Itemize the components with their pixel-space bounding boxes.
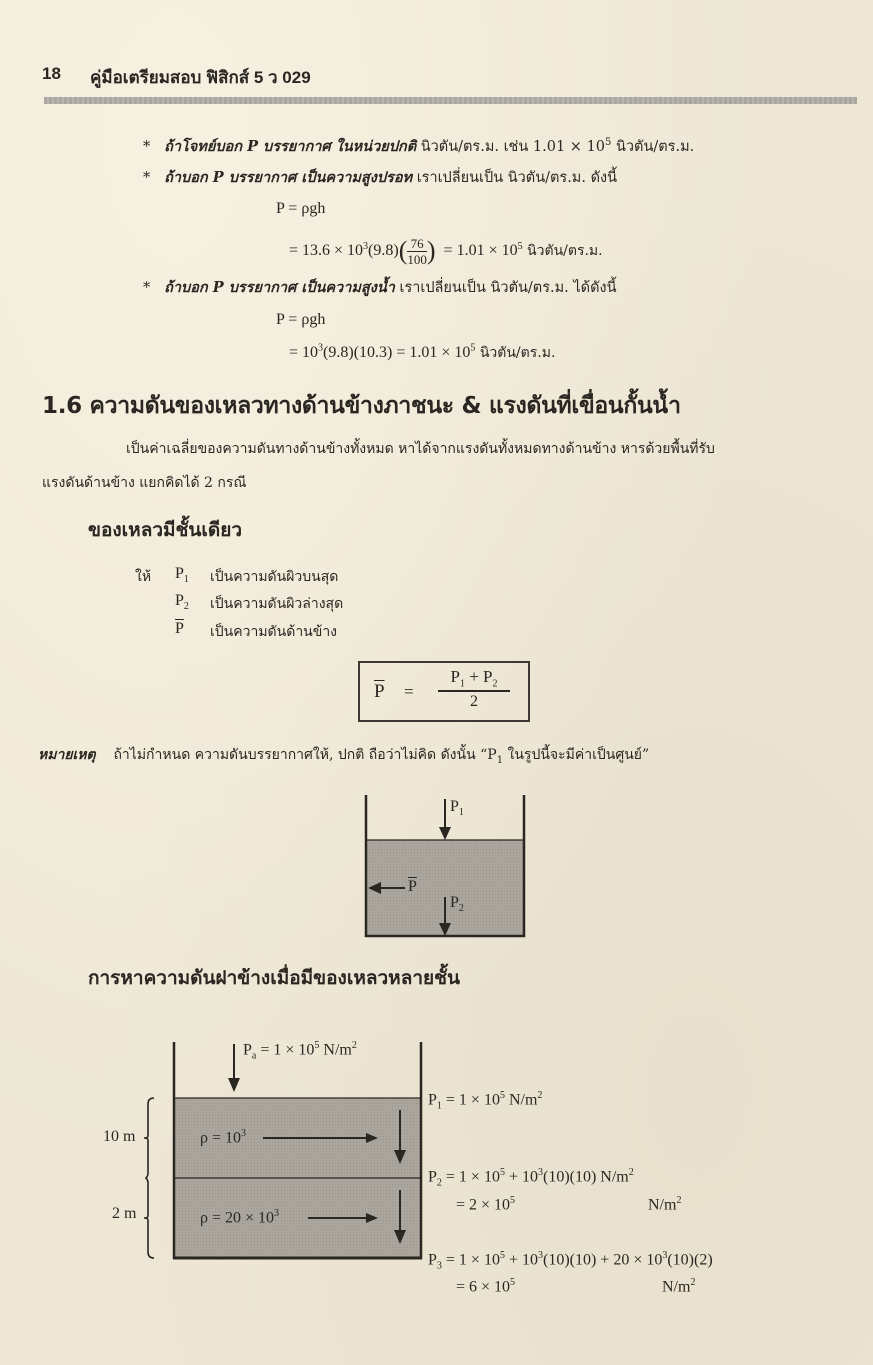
exponent: 2 — [676, 1195, 682, 1206]
exponent: 3 — [662, 1250, 668, 1261]
equation-water-calc — [289, 342, 555, 364]
result-p3-line2 — [456, 1277, 515, 1296]
symbol: P — [175, 592, 184, 609]
subscript: a — [251, 1050, 257, 1062]
symbol: P — [175, 565, 184, 582]
equation-pgh: P = ρgh — [276, 200, 326, 217]
layer2-density — [200, 1208, 279, 1227]
value: = 1 × 10 — [441, 1251, 500, 1269]
result-p2-line2 — [456, 1195, 515, 1214]
formula-denominator: 2 — [470, 692, 478, 710]
note-text: เราเปลี่ยนเป็น นิวตัน/ตร.ม. ได้ดังนี้ — [394, 280, 617, 296]
exponent: 3 — [318, 342, 324, 354]
note-atm-normal-units — [143, 135, 694, 158]
fraction-bar — [438, 690, 510, 692]
subscript: 2 — [458, 903, 464, 915]
value: (10)(10) N/m — [542, 1168, 629, 1186]
symbol: P — [428, 1091, 437, 1109]
def-meaning-pbar: เป็นความดันด้านข้าง — [210, 624, 338, 640]
value: = 1 × 10 — [441, 1168, 500, 1186]
note-text: ในรูปนี้จะมีค่าเป็นศูนย์” — [503, 747, 650, 763]
subscript: 1 — [458, 807, 464, 819]
exponent: 3 — [363, 240, 369, 252]
note-text: เราเปลี่ยนเป็น นิวตัน/ตร.ม. ดังนี้ — [412, 170, 617, 186]
layer1-density — [200, 1128, 246, 1147]
header-rule — [44, 97, 857, 104]
exponent: 2 — [351, 1040, 357, 1051]
note-emphasis: ถ้าบอก P บรรยากาศ เป็นความสูงปรอท — [164, 169, 413, 186]
value: = 1 × 10 — [441, 1091, 500, 1109]
eq-result: = 1.01 × 10 — [443, 242, 518, 260]
diagram-label-pbar: $\overline{P}$ — [408, 878, 417, 895]
diagram-label-p1 — [450, 798, 464, 818]
let-word: ให้ — [135, 569, 152, 585]
result-p3-line1 — [428, 1250, 713, 1272]
subheading-single-layer: ของเหลวมีชั้นเดียว — [88, 519, 243, 541]
symbol: P — [450, 667, 460, 686]
note-line — [38, 744, 649, 766]
note-unit: นิวตัน/ตร.ม. — [611, 139, 695, 155]
note-text: ถ้าไม่กำหนด ความดันบรรยากาศให้, ปกติ ถือว่าไม่คิด ดังนั้น “P — [113, 747, 497, 763]
formula-numerator — [438, 667, 510, 689]
result-p1 — [428, 1090, 542, 1112]
intro-paragraph-line2: แรงดันด้านข้าง แยกคิดได้ 2 กรณี — [42, 475, 247, 491]
eq-unit: นิวตัน/ตร.ม. — [475, 345, 556, 361]
symbol: P — [243, 1041, 252, 1059]
fraction-denominator: 100 — [407, 252, 427, 267]
result-p3-unit — [662, 1277, 695, 1296]
note-label: หมายเหตุ — [38, 747, 96, 763]
exponent: 5 — [499, 1250, 505, 1261]
symbol: P — [483, 667, 493, 686]
intro-paragraph-line1: เป็นค่าเฉลี่ยของความดันทางด้านข้างทั้งหมด หาได้จากแรงดันทั้งหมดทางด้านข้าง หารด้วยพื้นที่รับ — [126, 441, 715, 457]
multi-layer-container-diagram — [140, 1040, 430, 1265]
value: = 6 × 10 — [456, 1278, 511, 1296]
paren-close: ) — [426, 236, 436, 266]
subscript: 1 — [459, 678, 465, 690]
def-meaning-p1: เป็นความดันผิวบนสุด — [210, 569, 339, 585]
symbol: P — [428, 1251, 437, 1269]
def-symbol-p2 — [175, 592, 189, 612]
bullet-marker: * — [143, 280, 151, 296]
exponent: 5 — [499, 1090, 505, 1101]
exponent: 2 — [690, 1277, 696, 1288]
subscript: 1 — [496, 754, 504, 766]
fraction-numerator: 76 — [407, 236, 427, 252]
equation-mercury-calc — [289, 236, 603, 267]
book-title: คู่มือเตรียมสอบ ฟิสิกส์ 5 ว 029 — [90, 68, 311, 87]
value: + 10 — [504, 1251, 538, 1269]
bullet-marker: * — [143, 170, 151, 186]
symbol: P — [428, 1168, 437, 1186]
exponent: 5 — [605, 137, 612, 149]
def-symbol-p1 — [175, 565, 189, 585]
note-text: นิวตัน/ตร.ม. เช่น 1.01 × 10 — [416, 139, 606, 155]
value: = 1 × 10 — [256, 1041, 315, 1059]
exponent: 3 — [537, 1250, 543, 1261]
eq-part: = 10 — [289, 344, 319, 361]
unit: N/m — [662, 1278, 691, 1296]
def-meaning-p2: เป็นความดันผิวล่างสุด — [210, 596, 344, 612]
bullet-marker: * — [143, 139, 151, 155]
equation-pgh-water: P = ρgh — [276, 311, 326, 328]
symbol: P — [450, 798, 459, 815]
eq-unit: นิวตัน/ตร.ม. — [522, 243, 603, 260]
exponent: 2 — [537, 1090, 543, 1101]
formula-fraction — [438, 667, 510, 711]
formula-equals: = — [404, 682, 414, 701]
unit: N/m — [319, 1041, 352, 1059]
value: ρ = 10 — [200, 1129, 242, 1147]
plus-sign: + — [469, 667, 479, 686]
def-symbol-pbar: $\overline{P}$ — [175, 620, 184, 637]
exponent: 3 — [274, 1208, 280, 1219]
exponent: 5 — [470, 342, 476, 354]
result-p2-line1 — [428, 1167, 634, 1189]
subscript: 2 — [492, 678, 498, 690]
eq-part: = 13.6 × 10 — [289, 242, 364, 260]
paren-open: ( — [398, 236, 408, 266]
subscript: 2 — [183, 601, 189, 613]
subscript: 1 — [183, 574, 189, 586]
formula-box-average-pressure — [358, 661, 530, 722]
note-atm-mercury-height — [143, 166, 617, 189]
pa-label — [243, 1040, 357, 1062]
value: = 2 × 10 — [456, 1196, 511, 1214]
exponent: 5 — [510, 1195, 516, 1206]
exponent: 2 — [628, 1167, 634, 1178]
eq-part: (9.8) — [368, 242, 399, 260]
note-atm-water-height — [143, 276, 617, 299]
subscript: 3 — [436, 1260, 442, 1272]
formula-lhs: $\overline{P}$ — [374, 681, 385, 702]
diagram-label-p2 — [450, 894, 464, 914]
value: ρ = 20 × 10 — [200, 1209, 275, 1227]
result-p2-unit — [648, 1195, 681, 1214]
exponent: 3 — [537, 1167, 543, 1178]
subheading-multi-layer: การหาความดันฝาข้างเมื่อมีของเหลวหลายชั้น — [88, 967, 461, 989]
value: + 10 — [504, 1168, 538, 1186]
layer1-height-label: 10 m — [103, 1128, 136, 1145]
note-emphasis: ถ้าโจทย์บอก P บรรยากาศ ในหน่วยปกติ — [164, 138, 417, 155]
note-emphasis: ถ้าบอก P บรรยากาศ เป็นความสูงน้ำ — [164, 279, 395, 296]
exponent: 5 — [314, 1040, 320, 1051]
section-title: 1.6 ความดันของเหลวทางด้านข้างภาชนะ & แรงดันที่เขื่อนกั้นน้ำ — [42, 393, 681, 419]
value: (10)(2) — [667, 1251, 713, 1269]
single-layer-container-diagram — [360, 795, 535, 945]
page-number: 18 — [42, 64, 61, 83]
unit: N/m — [648, 1196, 677, 1214]
subscript: 1 — [436, 1100, 442, 1112]
subscript: 2 — [436, 1177, 442, 1189]
exponent: 5 — [510, 1277, 516, 1288]
symbol: P — [450, 894, 459, 911]
value: (10)(10) + 20 × 10 — [542, 1251, 663, 1269]
unit: N/m — [504, 1091, 538, 1109]
layer2-height-label: 2 m — [112, 1205, 137, 1222]
eq-part: (9.8)(10.3) = 1.01 × 10 — [323, 344, 471, 361]
exponent: 5 — [499, 1167, 505, 1178]
exponent: 3 — [241, 1128, 247, 1139]
exponent: 5 — [517, 240, 523, 252]
fraction — [407, 236, 427, 267]
